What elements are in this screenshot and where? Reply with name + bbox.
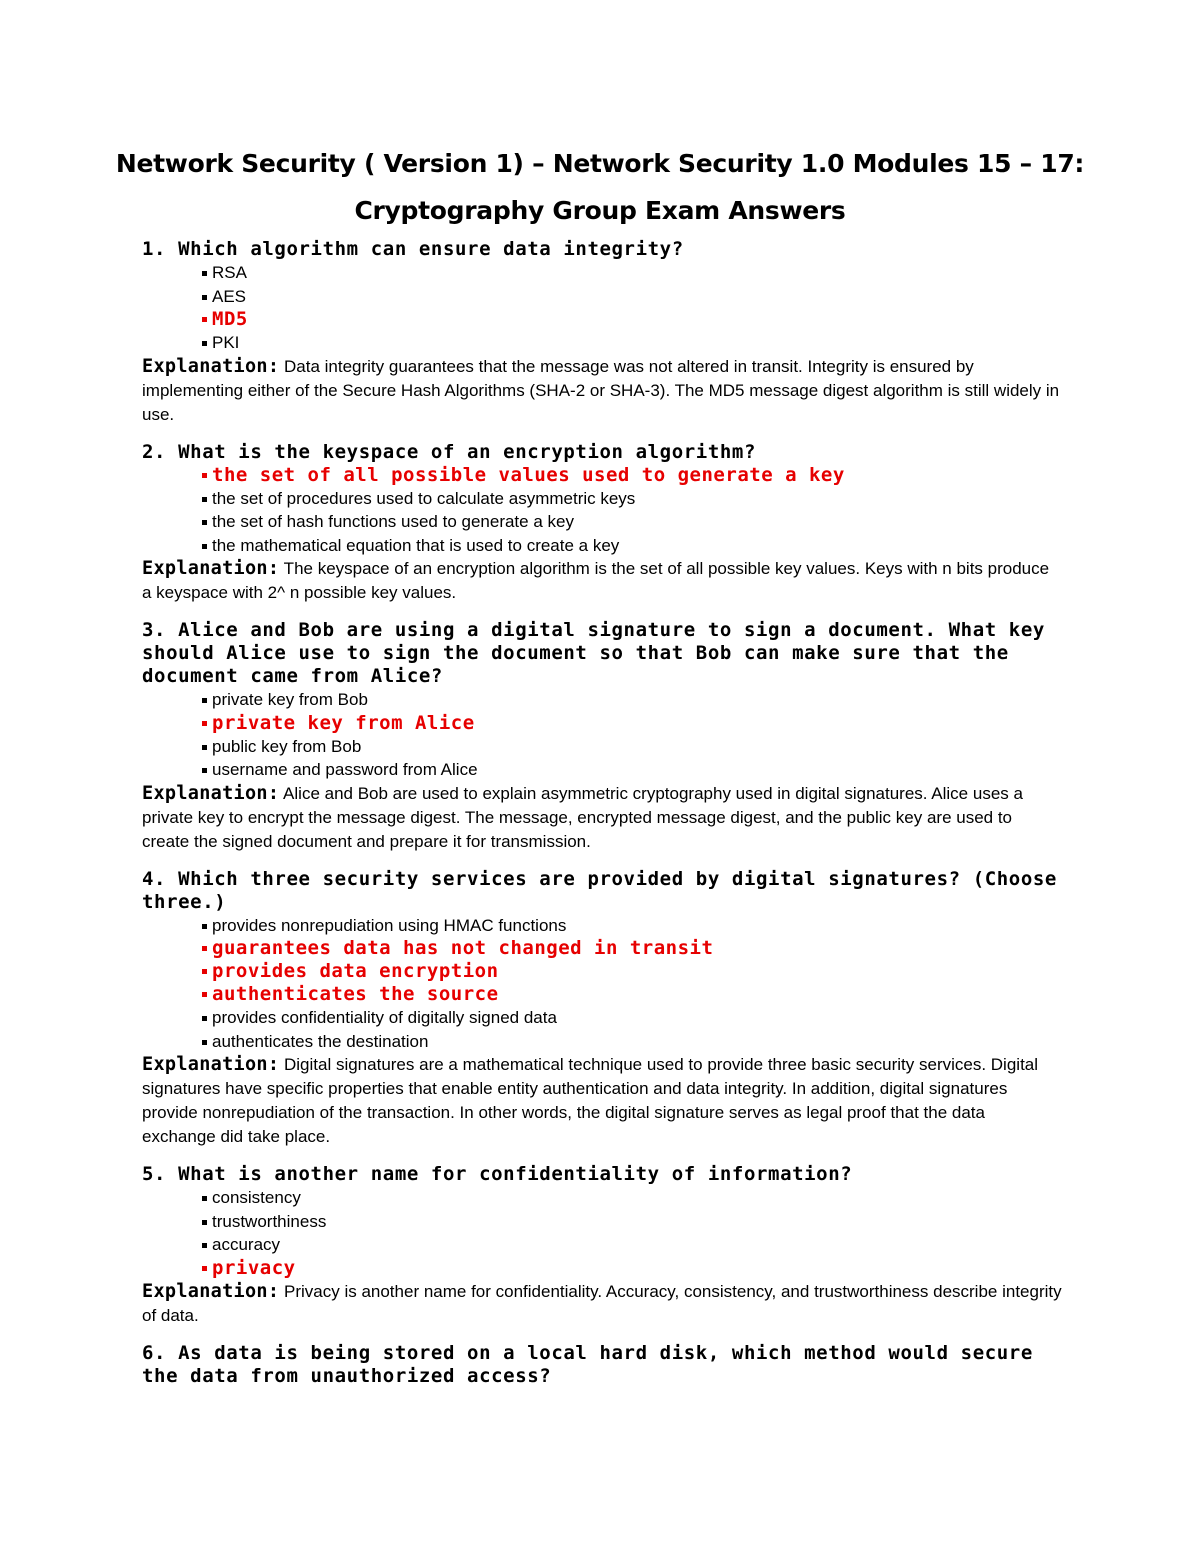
option-item: RSA xyxy=(202,261,1062,285)
question-5-text: 5. What is another name for confidentiality of information? xyxy=(142,1163,853,1185)
option-item: private key from Bob xyxy=(202,688,1062,712)
correct-answer-option: MD5 xyxy=(202,308,1062,331)
question-block-2 xyxy=(142,441,1062,606)
question-block-4 xyxy=(142,868,1062,1150)
correct-answer-option: private key from Alice xyxy=(202,712,1062,735)
question-2-explanation xyxy=(142,557,1062,605)
option-item: authenticates the destination xyxy=(202,1030,1062,1054)
question-5-options xyxy=(142,1186,1062,1280)
question-block-6 xyxy=(142,1342,1062,1388)
title-line-2: Cryptography Group Exam Answers xyxy=(354,196,846,225)
explanation-text: Alice and Bob are used to explain asymmetric cryptography used in digital signatures. Alice uses a private key to encrypt the message digest. The message, encrypted message digest, and the public key are used to create the signed document and prepare it for transmission. xyxy=(142,783,1023,851)
explanation-text: The keyspace of an encryption algorithm is the set of all possible key values. Keys with n bits produce a keyspace with 2^ n possible key values. xyxy=(142,559,1050,602)
question-2-options xyxy=(142,464,1062,558)
question-1-options xyxy=(142,261,1062,355)
option-item: consistency xyxy=(202,1186,1062,1210)
question-block-3 xyxy=(142,619,1062,854)
correct-answer-option: authenticates the source xyxy=(202,983,1062,1006)
correct-answer-option: privacy xyxy=(202,1257,1062,1280)
question-list xyxy=(142,238,1062,1402)
option-item: username and password from Alice xyxy=(202,758,1062,782)
explanation-label: Explanation: xyxy=(142,355,280,377)
option-item: accuracy xyxy=(202,1233,1062,1257)
question-block-5 xyxy=(142,1163,1062,1328)
explanation-label: Explanation: xyxy=(142,1280,280,1302)
question-2-text: 2. What is the keyspace of an encryption algorithm? xyxy=(142,440,756,463)
question-1-explanation xyxy=(142,355,1062,427)
question-5-explanation xyxy=(142,1280,1062,1328)
question-4-explanation xyxy=(142,1053,1062,1149)
explanation-text: Digital signatures are a mathematical technique used to provide three basic security services. Digital signatures have specific properties that enable entity authentication and data integrity. In addition, digital signatures provide nonrepudiation of the transaction. In other words, the digital signature serves as legal proof that the data exchange did take place. xyxy=(142,1055,1039,1146)
explanation-text: Data integrity guarantees that the message was not altered in transit. Integrity is ensured by implementing either of the Secure Hash Algorithms (SHA-2 or SHA-3). The MD5 message digest algorithm is still widely in use. xyxy=(142,356,1060,424)
question-1-text: 1. Which algorithm can ensure data integrity? xyxy=(142,238,684,260)
explanation-text: Privacy is another name for confidentiality. Accuracy, consistency, and trustworthiness describe integrity of data. xyxy=(142,1281,1062,1325)
option-item: the set of procedures used to calculate asymmetric keys xyxy=(202,487,1062,511)
explanation-label: Explanation: xyxy=(142,558,280,579)
title-line-1: Network Security ( Version 1) – Network Security 1.0 Modules 15 – 17: xyxy=(115,149,1085,178)
page-title xyxy=(100,140,1100,234)
correct-answer-option: the set of all possible values used to generate a key xyxy=(202,464,1062,487)
question-3-explanation xyxy=(142,782,1062,854)
option-item: provides nonrepudiation using HMAC functions xyxy=(202,914,1062,938)
explanation-label: Explanation: xyxy=(142,1054,280,1075)
option-item: provides confidentiality of digitally signed data xyxy=(202,1006,1062,1030)
question-6-text: 6. As data is being stored on a local hard disk, which method would secure the data from unauthorized access? xyxy=(142,1341,1033,1387)
option-item: public key from Bob xyxy=(202,735,1062,759)
question-4-options xyxy=(142,914,1062,1054)
correct-answer-option: provides data encryption xyxy=(202,960,1062,983)
option-item: the set of hash functions used to generate a key xyxy=(202,510,1062,534)
correct-answer-option: guarantees data has not changed in transit xyxy=(202,937,1062,960)
question-3-text: 3. Alice and Bob are using a digital signature to sign a document. What key should Alice use to sign the document so that Bob can make sure that the document came from Alice? xyxy=(142,619,1045,687)
explanation-label: Explanation: xyxy=(142,782,280,804)
question-4-text: 4. Which three security services are provided by digital signatures? (Choose three.) xyxy=(142,867,1057,913)
question-block-1 xyxy=(142,238,1062,427)
option-item: trustworthiness xyxy=(202,1210,1062,1234)
option-item: PKI xyxy=(202,331,1062,355)
option-item: AES xyxy=(202,285,1062,309)
option-item: the mathematical equation that is used to create a key xyxy=(202,534,1062,558)
question-3-options xyxy=(142,688,1062,782)
